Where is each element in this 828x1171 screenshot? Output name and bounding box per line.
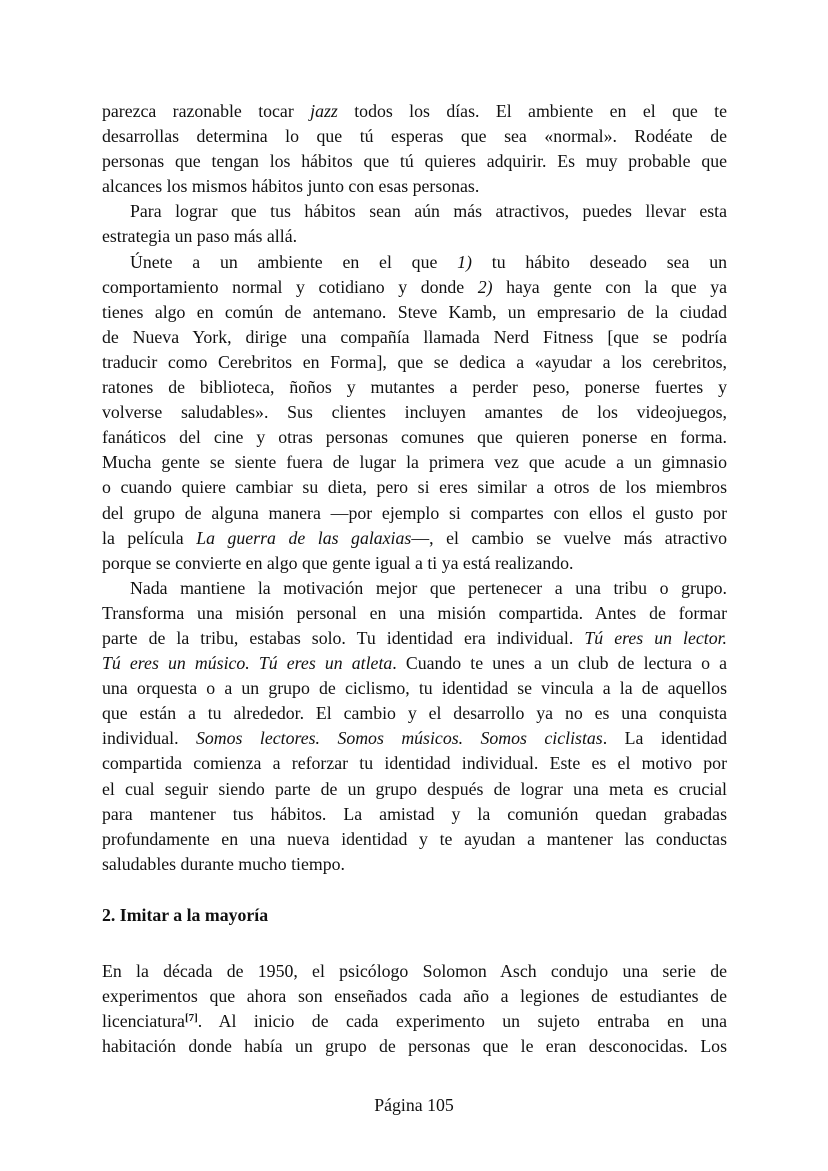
text-segment: parezca razonable tocar xyxy=(102,101,311,121)
body-text xyxy=(102,99,727,877)
text-line xyxy=(102,124,727,149)
text-segment: profundamente en una nueva identidad y te ayudan a mantener las conductas xyxy=(102,828,727,849)
text-line xyxy=(102,224,727,249)
text-segment: una orquesta o a un grupo de ciclismo, tu identidad se vincula a la de aquellos xyxy=(102,678,727,699)
text-segment: licenciatura xyxy=(102,1011,185,1032)
text-segment: Nada mantiene la motivación mejor que pertenecer a una tribu o grupo. xyxy=(130,577,727,598)
text-segment: alcances los mismos hábitos junto con esas personas. xyxy=(102,176,480,197)
text-line xyxy=(102,350,727,375)
text-segment: el cual seguir siendo parte de un grupo después de lograr una meta es crucial xyxy=(102,778,727,799)
text-line xyxy=(102,626,727,651)
text-segment: Transforma una misión personal en una misión compartida. Antes de formar xyxy=(102,602,727,623)
italic-text: 2) xyxy=(477,276,493,297)
text-line xyxy=(102,852,727,877)
section-heading: 2. Imitar a la mayoría xyxy=(102,905,269,925)
text-line: En la década de 1950, el psicólogo Solomon Asch condujo una serie de xyxy=(102,961,727,981)
text-segment: saludables durante mucho tiempo. xyxy=(102,853,345,874)
text-line xyxy=(102,199,727,224)
text-segment: Únete a un ambiente en el que xyxy=(130,251,458,272)
italic-text: 1) xyxy=(457,251,472,272)
text-line xyxy=(102,726,727,751)
text-segment: volverse saludables». Sus clientes incluyen amantes de los videojuegos, xyxy=(102,402,727,423)
text-line xyxy=(102,802,727,827)
text-line xyxy=(102,275,727,300)
text-segment: tu hábito deseado sea un xyxy=(471,251,727,272)
text-line xyxy=(102,576,727,601)
text-segment: Para lograr que tus hábitos sean aún más atractivos, puedes llevar esta xyxy=(130,201,727,222)
text-segment: ratones de biblioteca, ñoños y mutantes a perder peso, ponerse fuertes y xyxy=(102,377,727,398)
italic-text: Somos lectores. Somos músicos. Somos ciclistas xyxy=(196,728,603,749)
text-segment: compartida comienza a reforzar tu identidad individual. Este es el motivo por xyxy=(102,753,727,774)
text-line xyxy=(102,425,727,450)
text-line xyxy=(102,651,727,676)
text-line xyxy=(102,174,727,199)
text-line: experimentos que ahora son enseñados cada año a legiones de estudiantes de xyxy=(102,986,727,1007)
text-line xyxy=(102,375,727,400)
text-segment: Mucha gente se siente fuera de lugar la primera vez que acude a un gimnasio xyxy=(102,452,727,473)
text-segment: que están a tu alrededor. El cambio y el desarrollo ya no es una conquista xyxy=(102,703,727,724)
italic-text: Tú eres un músico. Tú eres un atleta xyxy=(102,653,393,674)
text-segment: tienes algo en común de antemano. Steve Kamb, un empresario de la ciudad xyxy=(102,301,727,322)
text-segment: del grupo de alguna manera —por ejemplo si compartes con ellos el gusto por xyxy=(102,502,727,523)
paragraph xyxy=(102,250,727,576)
text-line xyxy=(102,827,727,852)
text-segment: traducir como Cerebritos en Forma], que se dedica a «ayudar a los cerebritos, xyxy=(102,351,727,372)
page-number: Página 105 xyxy=(374,1095,454,1115)
text-segment: parte de la tribu, estabas solo. Tu identidad era individual. xyxy=(102,627,585,648)
text-segment: estrategia un paso más allá. xyxy=(102,226,298,247)
text-line xyxy=(102,501,727,526)
text-segment: desarrollas determina lo que tú esperas que sea «normal». Rodéate de xyxy=(102,126,727,147)
text-segment: . Al inicio de cada experimento un sujeto entraba en una xyxy=(197,1011,727,1032)
paragraph xyxy=(102,576,727,877)
text-segment: o cuando quiere cambiar su dieta, pero si eres similar a otros de los miembros xyxy=(102,477,727,498)
text-segment: individual. xyxy=(102,728,197,749)
text-segment: personas que tengan los hábitos que tú quieres adquirir. Es muy probable que xyxy=(102,151,727,172)
text-line xyxy=(102,777,727,802)
text-line xyxy=(102,99,727,124)
text-segment: —, el cambio se vuelve más atractivo xyxy=(411,527,727,548)
text-segment: porque se convierte en algo que gente igual a ti ya está realizando. xyxy=(102,552,574,573)
text-line xyxy=(102,400,727,425)
paragraph xyxy=(102,199,727,249)
text-line xyxy=(102,300,727,325)
italic-text: La guerra de las galaxias xyxy=(196,527,412,548)
text-line xyxy=(102,601,727,626)
text-line xyxy=(102,149,727,174)
text-line xyxy=(102,701,727,726)
text-line xyxy=(102,475,727,500)
text-line xyxy=(102,751,727,776)
text-line xyxy=(102,551,727,576)
text-segment: para mantener tus hábitos. La amistad y la comunión quedan grabadas xyxy=(102,803,727,824)
section-paragraph xyxy=(102,959,727,1059)
text-line xyxy=(102,325,727,350)
text-segment: de Nueva York, dirige una compañía llamada Nerd Fitness [que se podría xyxy=(102,326,727,347)
text-line xyxy=(102,676,727,701)
text-segment: haya gente con la que ya xyxy=(492,276,727,297)
text-segment: . Cuando te unes a un club de lectura o a xyxy=(392,653,727,674)
text-segment: todos los días. El ambiente en el que te xyxy=(337,101,727,121)
text-line xyxy=(102,450,727,475)
paragraph xyxy=(102,99,727,199)
text-segment: la película xyxy=(102,527,197,548)
italic-text: Tú eres un lector. xyxy=(584,627,728,648)
text-line xyxy=(102,250,727,275)
text-segment: . La identidad xyxy=(602,728,727,749)
footnote-reference[interactable]: [7] xyxy=(184,1012,198,1025)
italic-text: jazz xyxy=(310,101,338,121)
text-line xyxy=(102,526,727,551)
text-line: habitación donde había un grupo de personas que le eran desconocidas. Los xyxy=(102,1036,727,1057)
text-line xyxy=(102,1009,727,1034)
text-segment: fanáticos del cine y otras personas comunes que quieren ponerse en forma. xyxy=(102,427,727,448)
text-segment: comportamiento normal y cotidiano y donde xyxy=(102,276,478,297)
